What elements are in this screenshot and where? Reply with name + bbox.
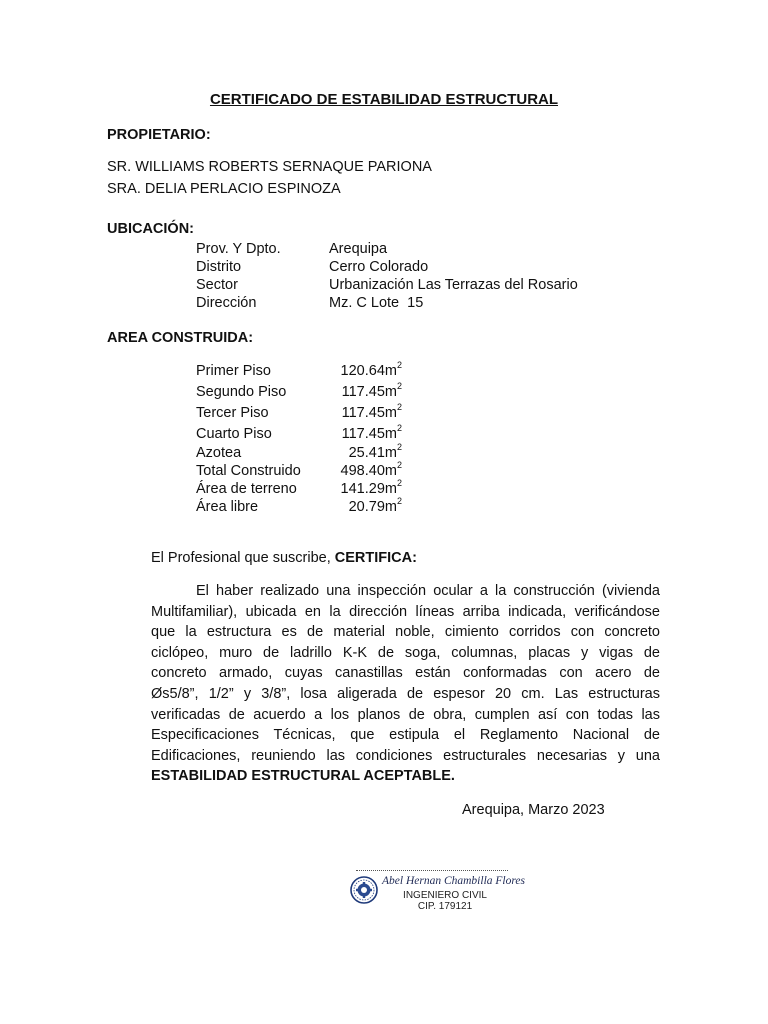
location-label: Sector <box>196 277 238 293</box>
paragraph-line: verificadas de acuerdo a los planos de obra, cumplen así con todas las <box>151 706 660 723</box>
area-value: $117.45m^2$ <box>341 402 402 421</box>
area-label: Tercer Piso <box>196 405 269 421</box>
location-label: Distrito <box>196 259 242 275</box>
area-value: $120.64m^2$ <box>340 360 402 379</box>
paragraph-line: El haber realizado una inspección ocular a la construcción (vivienda <box>196 583 660 599</box>
area-label: Primer Piso <box>196 363 271 379</box>
area-value: $498.40m^2$ <box>340 460 402 479</box>
location-heading: UBICACIÓN: <box>107 221 194 237</box>
area-value: $25.41m^2$ <box>348 442 402 461</box>
engineer-name: Abel Hernan Chambilla Flores <box>382 875 525 887</box>
area-heading: AREA CONSTRUIDA: <box>107 330 254 346</box>
area-value: $117.45m^2$ <box>341 381 402 400</box>
certification-paragraph <box>151 581 660 787</box>
location-label: Dirección <box>196 295 257 311</box>
place-date: Arequipa, Marzo 2023 <box>462 802 605 818</box>
signature-block <box>350 868 525 916</box>
document-title: CERTIFICADO DE ESTABILIDAD ESTRUCTURAL <box>209 91 559 108</box>
location-value: Arequipa <box>329 241 388 257</box>
paragraph-line: concreto armado, cuyas canastillas están conformadas con acero de <box>151 665 660 682</box>
paragraph-line: que la estructura es de material noble, cimiento corridos con concreto <box>151 624 660 641</box>
area-value: $20.79m^2$ <box>348 496 402 515</box>
paragraph-line: ciclópeo, muro de ladrillo K-K de soga, columnas, placas y vigas de <box>151 644 660 661</box>
area-label: Segundo Piso <box>196 384 287 400</box>
location-value: Mz. C Lote 15 <box>329 295 424 311</box>
engineer-cip: CIP. 179121 <box>417 901 473 912</box>
paragraph-line: Especificaciones Técnicas, que estipula el Reglamento Nacional de <box>151 727 660 744</box>
engineer-title: INGENIERO CIVIL <box>403 890 487 901</box>
paragraph-line: Multifamiliar), ubicada en la dirección líneas arriba indicada, verificándose <box>151 603 660 620</box>
owner-name-1: SR. WILLIAMS ROBERTS SERNAQUE PARIONA <box>107 159 432 175</box>
certifica-intro: El Profesional que suscribe, CERTIFICA: <box>151 550 417 566</box>
area-label: Cuarto Piso <box>196 426 272 442</box>
paragraph-line: Øs5/8”, 1/2” y 3/8”, losa aligerada de espesor 20 cm. Las estructuras <box>151 685 660 702</box>
signature-line <box>356 870 508 871</box>
area-value: $117.45m^2$ <box>341 423 402 442</box>
area-label: Total Construido <box>196 463 301 479</box>
owner-heading: PROPIETARIO: <box>107 127 211 143</box>
area-label: Área de terreno <box>196 481 297 497</box>
location-value: Cerro Colorado <box>329 259 429 275</box>
engineering-seal-icon <box>350 876 378 904</box>
area-label: Azotea <box>196 445 242 461</box>
location-value: Urbanización Las Terrazas del Rosario <box>329 277 578 293</box>
area-value: $141.29m^2$ <box>340 478 402 497</box>
location-label: Prov. Y Dpto. <box>196 241 281 257</box>
paragraph-line: Edificaciones, reuniendo las condiciones estructurales necesarias y una <box>151 747 660 764</box>
paragraph-closing: ESTABILIDAD ESTRUCTURAL ACEPTABLE. <box>151 768 455 785</box>
area-label: Área libre <box>196 499 259 515</box>
owner-name-2: SRA. DELIA PERLACIO ESPINOZA <box>107 181 341 197</box>
